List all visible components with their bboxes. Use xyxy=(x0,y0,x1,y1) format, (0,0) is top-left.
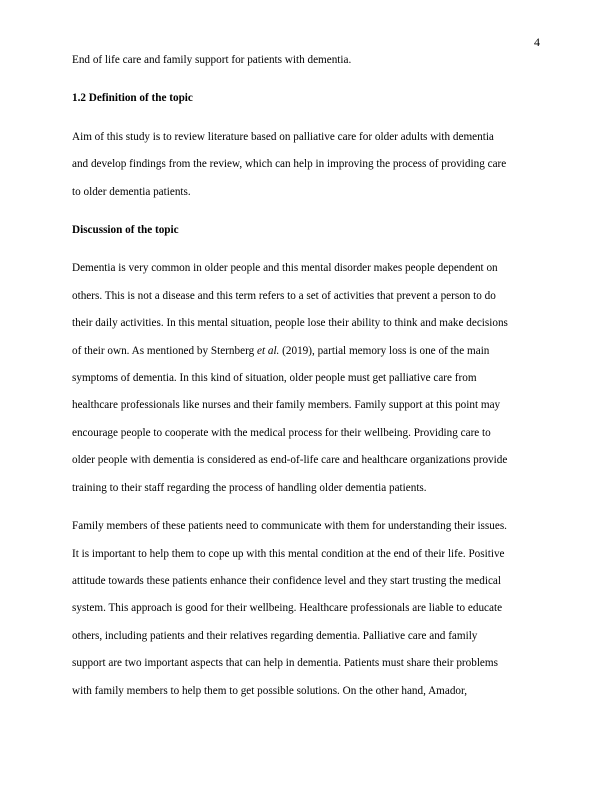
paragraph-line: their daily activities. In this mental situation, people lose their ability to think and make decisions xyxy=(72,317,508,330)
paragraph-line: symptoms of dementia. In this kind of situation, older people must get palliative care from xyxy=(72,372,477,385)
paragraph-line xyxy=(72,338,542,365)
paragraph-line: with family members to help them to get possible solutions. On the other hand, Amador, xyxy=(72,684,468,697)
line-text: (2019), partial memory loss is one of the main xyxy=(279,344,490,357)
discussion-paragraph-2 xyxy=(72,513,542,705)
aim-line: and develop findings from the review, which can help in improving the process of providing care xyxy=(72,158,507,171)
section-heading: 1.2 Definition of the topic xyxy=(72,92,193,105)
discussion-paragraph-1 xyxy=(72,255,542,502)
citation-et-al: et al. xyxy=(256,344,280,357)
paragraph-line: attitude towards these patients enhance their confidence level and they start trusting the medical xyxy=(72,574,502,587)
paragraph-line: older people with dementia is considered as end-of-life care and healthcare organizations provide xyxy=(72,454,508,467)
paragraph-line: others. This is not a disease and this term refers to a set of activities that prevent a person to do xyxy=(72,289,496,302)
paragraph-line: Family members of these patients need to communicate with them for understanding their issues. xyxy=(72,520,507,533)
aim-paragraph xyxy=(72,124,542,206)
paragraph-line: It is important to help them to cope up with this mental condition at the end of their life. Positive xyxy=(72,547,505,560)
paragraph-line: support are two important aspects that can help in dementia. Patients must share their problems xyxy=(72,657,498,670)
paragraph-line: system. This approach is good for their wellbeing. Healthcare professionals are liable to educate xyxy=(72,602,503,615)
discussion-heading: Discussion of the topic xyxy=(72,224,179,237)
paragraph-line: others, including patients and their relatives regarding dementia. Palliative care and family xyxy=(72,629,478,642)
intro-line: End of life care and family support for patients with dementia. xyxy=(72,54,352,66)
aim-line: Aim of this study is to review literature based on palliative care for older adults with dementia xyxy=(72,130,494,143)
line-text: of their own. As mentioned by Sternberg xyxy=(72,344,257,357)
paragraph-line: healthcare professionals like nurses and their family members. Family support at this point may xyxy=(72,399,501,412)
page-number: 4 xyxy=(534,35,540,49)
paragraph-line: Dementia is very common in older people and this mental disorder makes people dependent on xyxy=(72,262,498,275)
paragraph-line: training to their staff regarding the process of handling older dementia patients. xyxy=(72,481,427,494)
paragraph-line: encourage people to cooperate with the medical process for their wellbeing. Providing care to xyxy=(72,426,491,439)
document-body xyxy=(72,47,542,716)
aim-line: to older dementia patients. xyxy=(72,185,191,198)
